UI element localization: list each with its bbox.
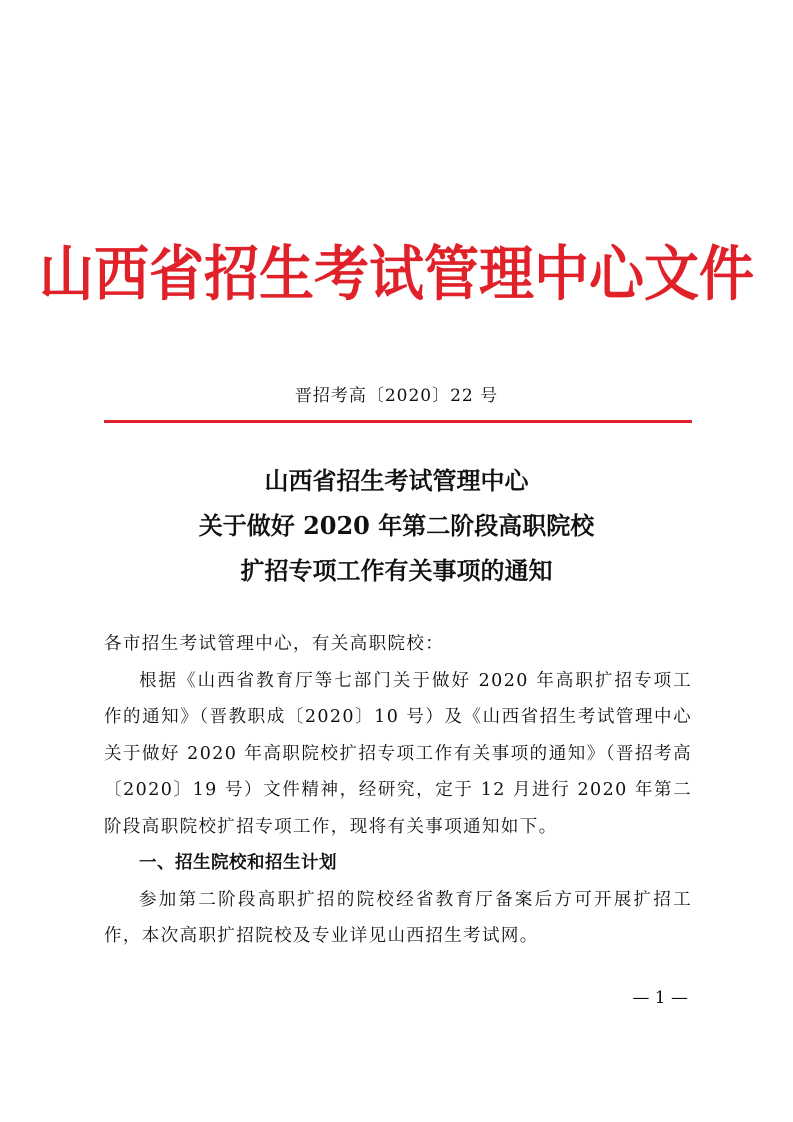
body-paragraph: 参加第二阶段高职扩招的院校经省教育厅备案后方可开展扩招工作，本次高职扩招院校及专业详见山西招生考试网。 [104, 889, 692, 946]
red-divider-line [104, 420, 692, 423]
salutation: 各市招生考试管理中心，有关高职院校： [104, 634, 445, 654]
notice-title-line: 山西省招生考试管理中心 [264, 466, 529, 495]
body-paragraph: 根据《山西省教育厅等七部门关于做好 2020 年高职扩招专项工作的通知》（晋教职成〔2020〕10 号）及《山西省招生考试管理中心关于做好 2020 年高职院校扩招专项工作有关事项的通知》（晋招考高〔2020〕19 号）文件精神，经研究，定于 12 月进行 2020 年第二阶段高职院校扩招专项工作，现将有关事项通知如下。 [104, 670, 692, 837]
notice-title-line: 扩招专项工作有关事项的通知 [240, 556, 553, 585]
notice-body [104, 626, 692, 955]
document-number: 晋招考高〔2020〕22 号 [294, 386, 499, 406]
document-header-title: 山西省招生考试管理中心文件 [38, 239, 754, 309]
page-number: — 1 — [632, 988, 688, 1008]
notice-title-line: 关于做好 2020 年第二阶段高职院校 [198, 511, 595, 540]
notice-title [0, 458, 793, 593]
section-heading: 一、招生院校和招生计划 [139, 853, 337, 873]
